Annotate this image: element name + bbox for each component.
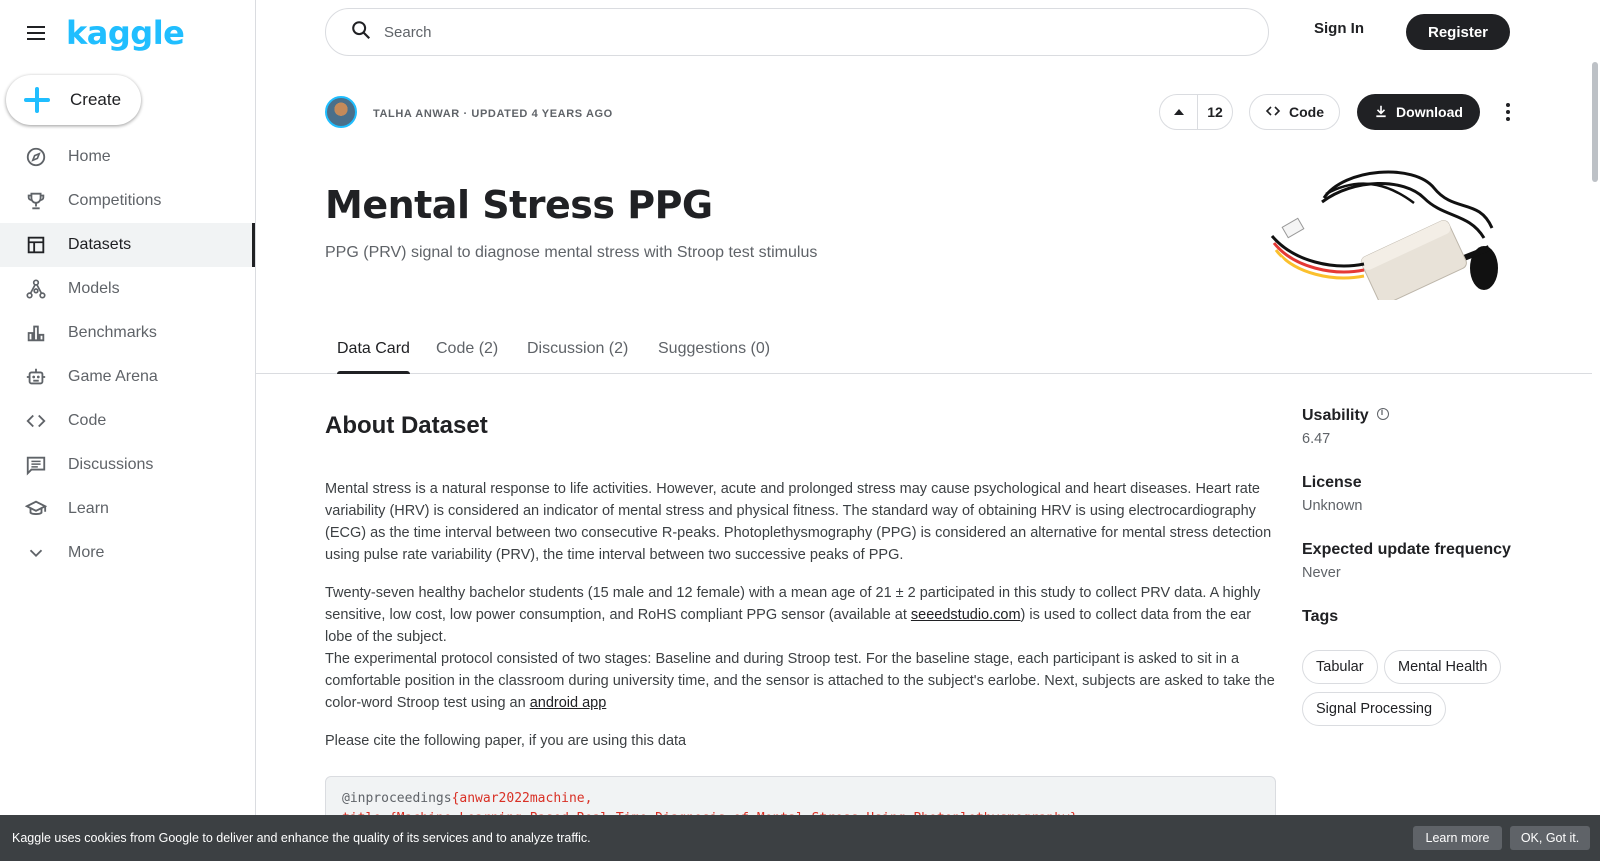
code-key: {anwar2022machine, [451, 791, 593, 806]
sidebar-item-label: More [68, 544, 105, 561]
sidebar-item-label: Home [68, 148, 111, 165]
learn-more-button[interactable]: Learn more [1413, 826, 1502, 850]
robot-icon [24, 365, 48, 389]
update-frequency-value: Never [1302, 565, 1341, 581]
download-button[interactable] [1357, 94, 1480, 130]
android-app-link[interactable]: android app [529, 695, 607, 711]
download-icon [1374, 104, 1388, 121]
sidebar-item-more[interactable] [0, 531, 255, 575]
chevron-down-icon [24, 541, 48, 565]
dataset-tabs [256, 326, 1592, 374]
plus-icon [24, 87, 50, 113]
usability-label: Usability [1302, 407, 1369, 424]
search-input[interactable] [384, 24, 1184, 41]
bar-chart-icon [24, 321, 48, 345]
sidebar-item-label: Code [68, 412, 107, 429]
sidebar-item-game-arena[interactable] [0, 355, 255, 399]
cookie-text: Kaggle uses cookies from Google to deliver and enhance the quality of its services and to analyze traffic. [12, 831, 591, 845]
license-section [1302, 474, 1362, 514]
sidebar-item-label: Game Arena [68, 368, 158, 385]
citation-note: Please cite the following paper, if you are using this data [325, 733, 687, 749]
code-button[interactable] [1249, 94, 1340, 130]
sidebar-nav [0, 135, 255, 575]
update-frequency-label: Expected update frequency [1302, 541, 1511, 558]
description-paragraph: The experimental protocol consisted of two stages: Baseline and during Stroop test. For the baseline stage, each participant is asked to sit in a comfortable position in the classroom during university time, and the sensor is attached to the subject's earlobe. Next, subjects are asked to take the color-word Stroop test using an android app [325, 651, 1275, 711]
create-button[interactable] [6, 75, 141, 125]
description-paragraph: Mental stress is a natural response to life activities. However, acute and prolonged stress may cause psychological and heart diseases. Heart rate variability (HRV) is considered an indicator of mental stress and physical fitness. The standard way of obtaining HRV is using electrocardiography (ECG) as the time interval between two consecutive R-peaks. Photoplethysmography (PPG) is considered an alternative for mental stress detection using pulse rate variability (PRV), the time interval between two successive peaks of PPG. [325, 481, 1272, 563]
sign-in-link[interactable]: Sign In [1314, 20, 1364, 37]
search-bar[interactable] [325, 8, 1269, 56]
dataset-subtitle: PPG (PRV) signal to diagnose mental stress with Stroop test stimulus [325, 244, 818, 261]
tab-code[interactable]: Code (2) [436, 340, 499, 357]
tag-chip[interactable]: Mental Health [1384, 650, 1501, 684]
code-button-label: Code [1289, 104, 1324, 120]
code-keyword: @inproceedings [342, 791, 452, 806]
sidebar-item-label: Discussions [68, 456, 154, 473]
tag-chip[interactable]: Tabular [1302, 650, 1378, 684]
update-frequency-section [1302, 541, 1511, 581]
usability-section [1302, 407, 1389, 447]
sidebar-item-label: Benchmarks [68, 324, 157, 341]
sidebar-item-home[interactable] [0, 135, 255, 179]
page-title: Mental Stress PPG [325, 183, 713, 227]
upvote-button[interactable] [1159, 94, 1233, 130]
usability-value: 6.47 [1302, 431, 1331, 447]
models-icon [24, 277, 48, 301]
sidebar-item-label: Competitions [68, 192, 162, 209]
search-icon [350, 19, 372, 46]
seeedstudio-link[interactable]: seeedstudio.com [910, 607, 1021, 623]
sidebar-item-benchmarks[interactable] [0, 311, 255, 355]
tag-chip[interactable]: Signal Processing [1302, 692, 1446, 726]
scrollbar-thumb[interactable] [1592, 62, 1598, 182]
download-button-label: Download [1396, 104, 1463, 120]
sidebar-item-label: Models [68, 280, 120, 297]
table-icon [24, 233, 48, 257]
info-icon[interactable] [1377, 408, 1389, 420]
cookie-banner [0, 815, 1600, 861]
menu-icon[interactable] [24, 21, 48, 45]
sidebar-item-learn[interactable] [0, 487, 255, 531]
tab-data-card[interactable]: Data Card [337, 326, 410, 374]
arrow-up-icon [1160, 95, 1198, 129]
tags-label: Tags [1302, 608, 1339, 625]
code-icon [24, 409, 48, 433]
sidebar-item-label: Datasets [68, 236, 132, 253]
sidebar-item-label: Learn [68, 500, 109, 517]
register-button[interactable]: Register [1406, 14, 1510, 50]
license-label: License [1302, 474, 1362, 491]
dataset-description [325, 478, 1275, 768]
description-paragraph: Twenty-seven healthy bachelor students (15 male and 12 female) with a mean age of 21 ± 2 participated in this study to collect PRV data. A highly sensitive, low cost, low power consumption, and RoHS compliant PPG sensor (available at seeedstudio.com) is used to collect data from the ear lobe of the subject. [325, 585, 1261, 645]
ok-got-it-button[interactable]: OK, Got it. [1510, 826, 1590, 850]
sidebar-item-datasets[interactable] [0, 223, 255, 267]
code-icon [1265, 103, 1281, 122]
tags-section [1302, 608, 1338, 626]
about-heading: About Dataset [325, 412, 488, 439]
kaggle-logo[interactable]: kaggle [66, 14, 185, 52]
trophy-icon [24, 189, 48, 213]
sidebar [0, 0, 256, 861]
vote-count: 12 [1207, 104, 1223, 120]
dataset-byline: TALHA ANWAR · UPDATED 4 YEARS AGO [373, 108, 613, 120]
comments-icon [24, 453, 48, 477]
license-value: Unknown [1302, 498, 1363, 514]
sidebar-item-models[interactable] [0, 267, 255, 311]
create-label: Create [70, 90, 122, 109]
avatar[interactable] [325, 96, 357, 128]
sidebar-item-discussions[interactable] [0, 443, 255, 487]
dataset-thumbnail-image [1264, 158, 1506, 300]
compass-icon [24, 145, 48, 169]
more-options-icon[interactable] [1496, 100, 1520, 124]
sidebar-item-code[interactable] [0, 399, 255, 443]
tab-suggestions[interactable]: Suggestions (0) [658, 340, 771, 357]
sidebar-item-competitions[interactable] [0, 179, 255, 223]
tab-discussion[interactable]: Discussion (2) [527, 340, 629, 357]
school-icon [24, 497, 48, 521]
